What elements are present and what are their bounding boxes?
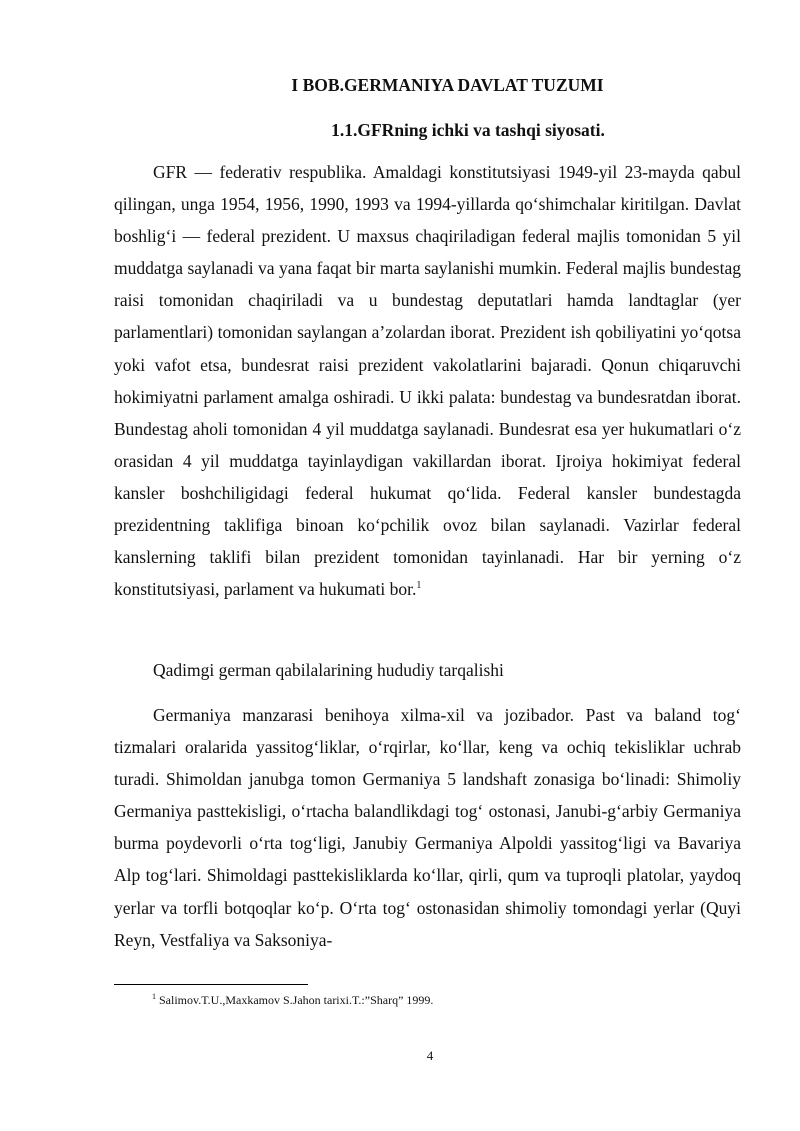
footnote-text: Salimov.T.U.,Maxkamov S.Jahon tarixi.T.:”Sharq” 1999. (156, 993, 434, 1007)
footnote-reference[interactable]: 1 (416, 580, 422, 592)
paragraph-text: Germaniya manzarasi benihoya xilma-xil va jozibador. Past va baland tog‘ tizmalari oralarida yassitog‘liklar, o‘rqirlar, ko‘llar, keng va ochiq tekisliklar uchrab turadi. Shimoldan janubga tomon Germaniya 5 landshaft zonasiga bo‘linadi: Shimoliy Germaniya pasttekisligi, o‘rtacha balandlikdagi tog‘ ostonasi, Janubi-g‘arbiy Germaniya burma poydevorli o‘rta tog‘ligi, Janubiy Germaniya Alpoldi yassitog‘ligi va Bavariya Alp tog‘lari. Shimoldagi pasttekisliklarda ko‘llar, qirli, qum va tuproqli platolar, yaydoq yerlar va torfli botqoqlar ko‘p. O‘rta tog‘ ostonasidan shimoliy tomondagi yerlar (Quyi Reyn, Vestfaliya va Saksoniya- (114, 705, 741, 950)
paragraph-government (114, 156, 741, 605)
footnote (152, 993, 433, 1008)
paragraph-subheading (114, 654, 741, 686)
paragraph-text: Qadimgi german qabilalarining hududiy tarqalishi (153, 660, 504, 680)
chapter-title: I BOB.GERMANIYA DAVLAT TUZUMI (291, 75, 604, 95)
footnote-marker: 1 (152, 992, 156, 1001)
paragraph-landscape (114, 699, 741, 956)
page-number: 4 (426, 1048, 434, 1063)
section-title: 1.1.GFRning ichki va tashqi siyosati. (331, 120, 605, 140)
paragraph-text: GFR — federativ respublika. Amaldagi konstitutsiyasi 1949-yil 23-mayda qabul qilingan, unga 1954, 1956, 1990, 1993 va 1994-yillarda qo‘shimchalar kiritilgan. Davlat boshlig‘i — federal prezident. U maxsus chaqiriladigan federal majlis tomonidan 5 yil muddatga saylanadi va yana faqat bir marta saylanishi mumkin. Federal majlis bundestag raisi tomonidan chaqiriladi va u bundestag deputatlari hamda landtaglar (yer parlamentlari) tomonidan saylangan a’zolardan iborat. Prezident ish qobiliyatini yo‘qotsa yoki vafot etsa, bundesrat raisi prezident vakolatlarini bajaradi. Qonun chiqaruvchi hokimiyatni parlament amalga oshiradi. U ikki palata: bundestag va bundesratdan iborat. Bundestag aholi tomonidan 4 yil muddatga saylanadi. Bundesrat esa yer hukumatlari o‘z orasidan 4 yil muddatga tayinlaydigan vakillardan iborat. Ijroiya hokimiyat federal kansler boshchiligidagi federal hukumat qo‘lida. Federal kansler bundestagda prezidentning taklifiga binoan ko‘pchilik ovoz bilan saylanadi. Vazirlar federal kanslerning taklifi bilan prezident tomonidan tayinlanadi. Har bir yerning o‘z konstitutsiyasi, parlament va hukumati bor. (114, 162, 741, 600)
footnote-divider (114, 984, 308, 985)
